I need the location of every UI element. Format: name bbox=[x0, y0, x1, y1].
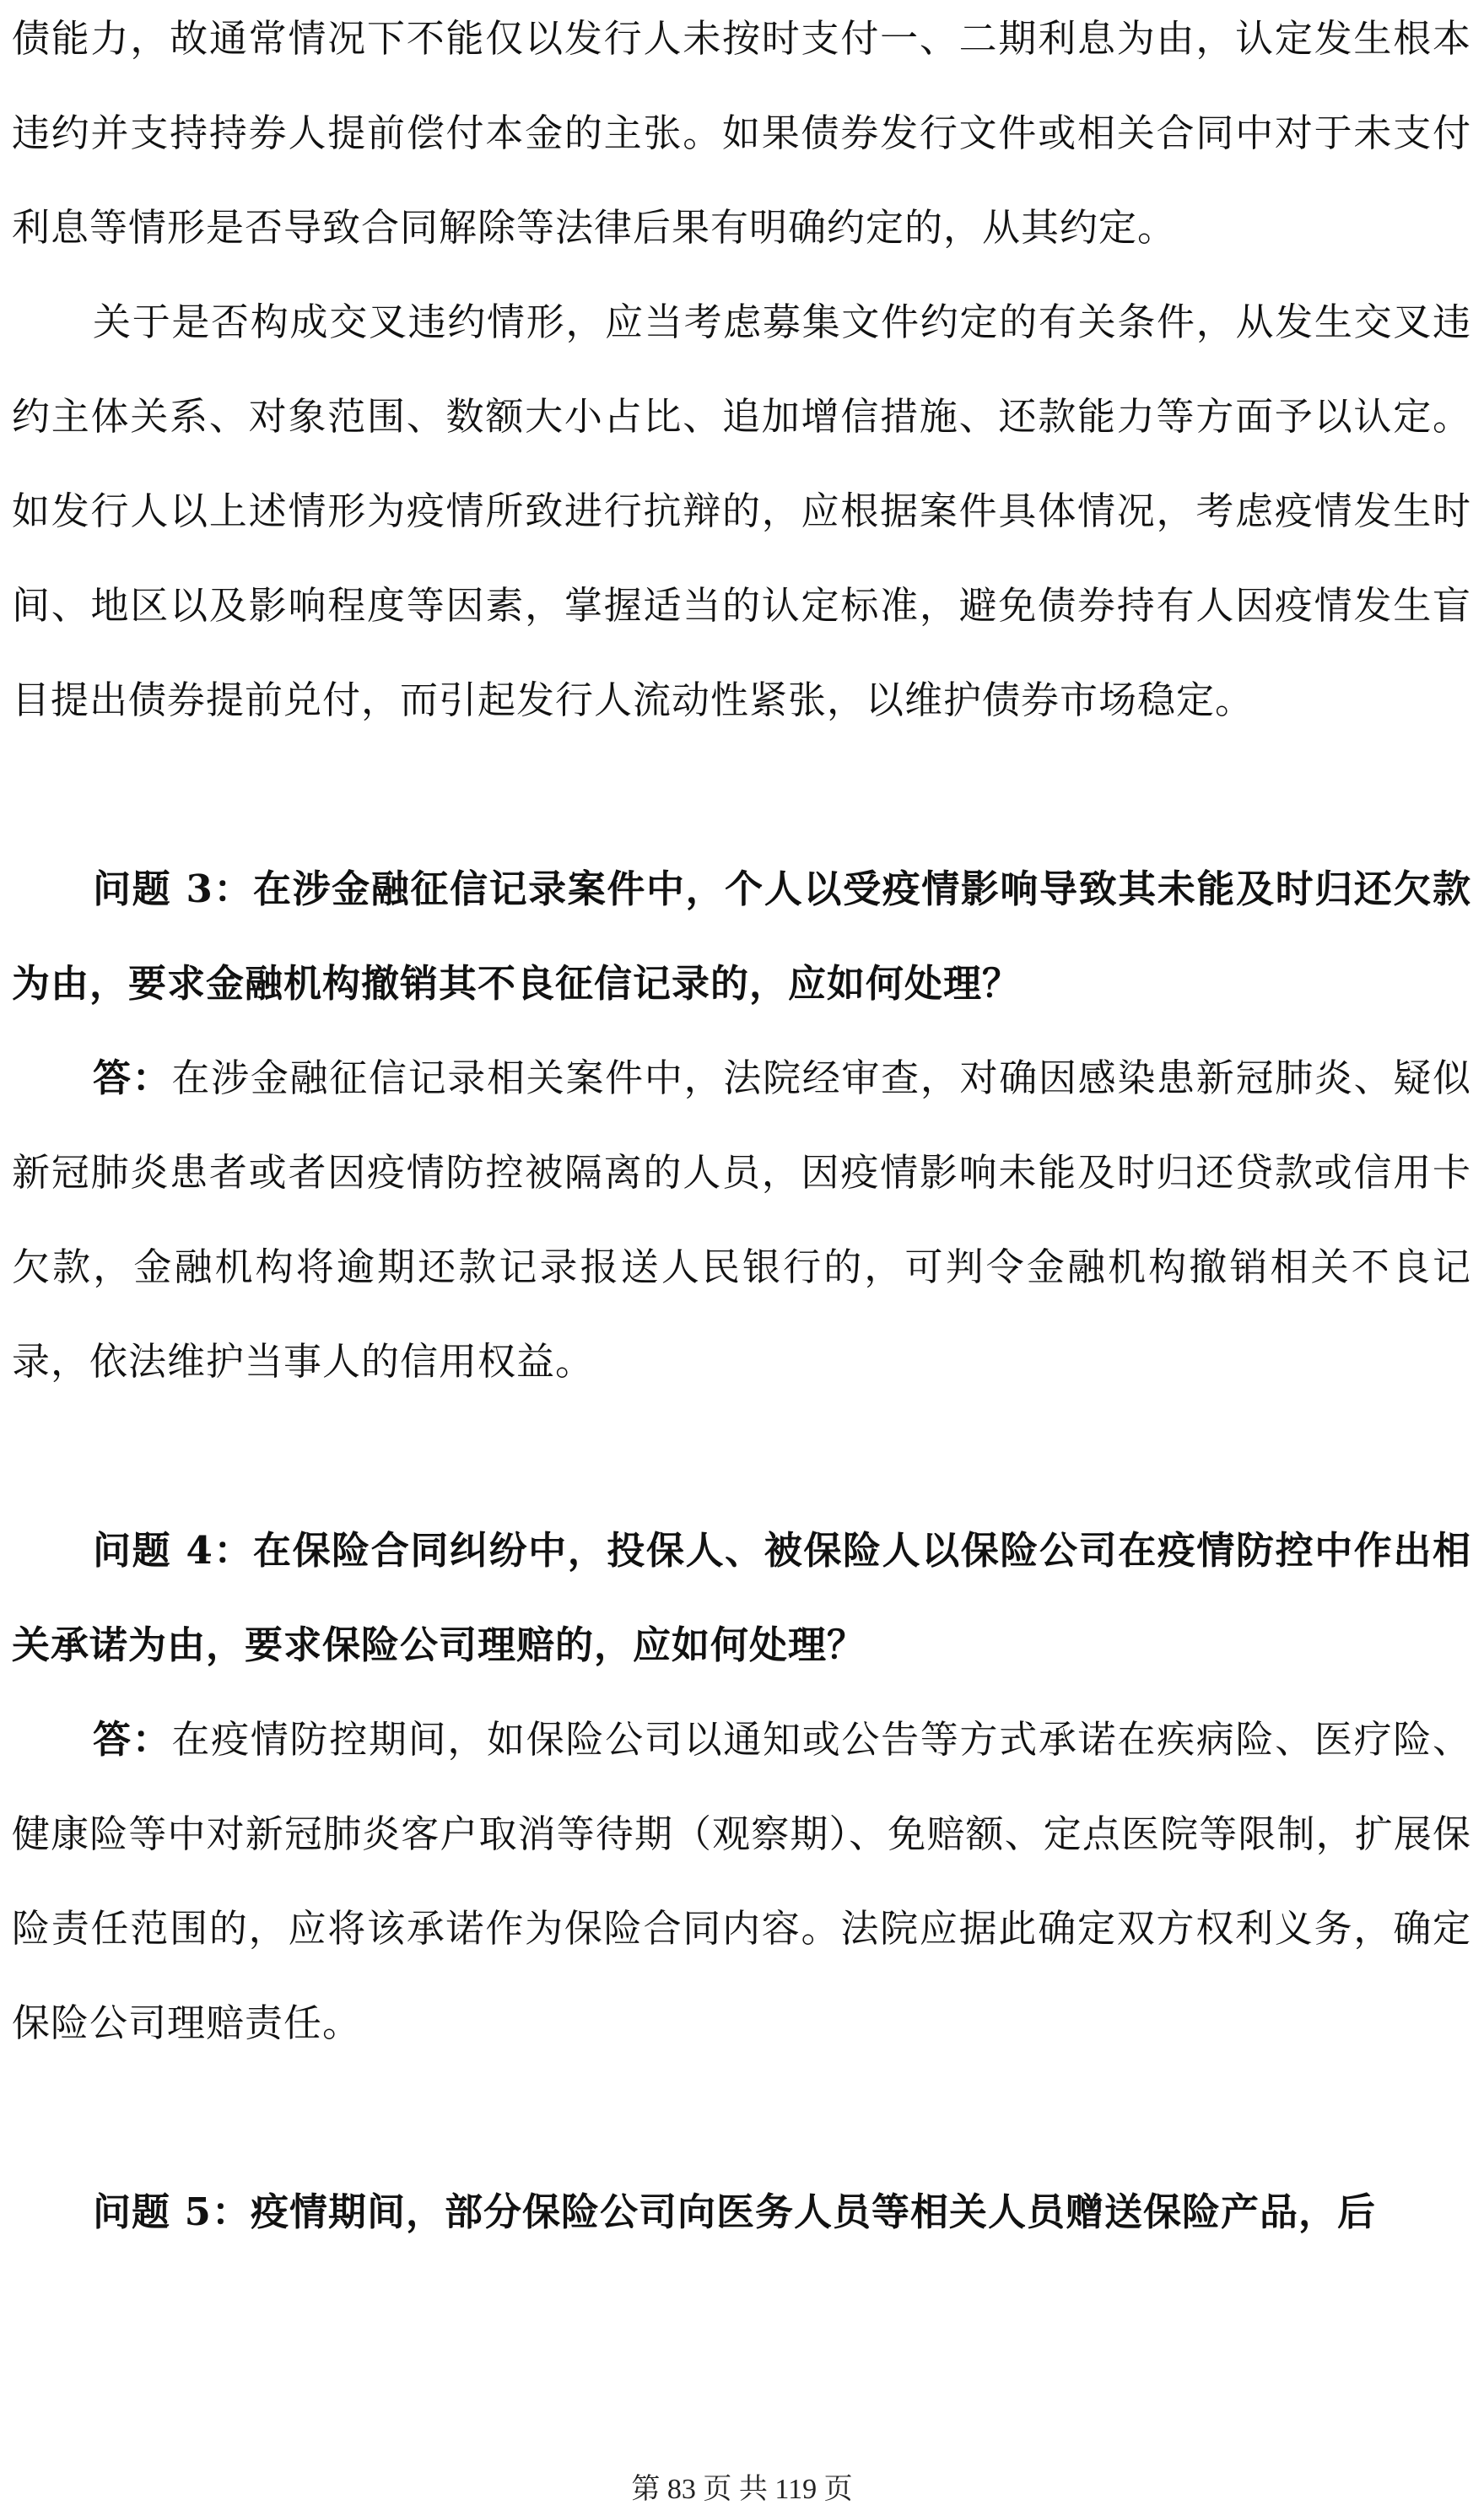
answer-4-paragraph bbox=[12, 1693, 1471, 2071]
paragraph-cross-default: 关于是否构成交叉违约情形，应当考虑募集文件约定的有关条件，从发生交叉违约主体关系、对象范围、数额大小占比、追加增信措施、还款能力等方面予以认定。如发行人以上述情形为疫情所致进行抗辩的，应根据案件具体情况，考虑疫情发生时间、地区以及影响程度等因素，掌握适当的认定标准，避免债券持有人因疫情发生盲目提出债券提前兑付，而引起发行人流动性紧张，以维护债券市场稳定。 bbox=[12, 300, 1471, 722]
answer-3-text: 在涉金融征信记录相关案件中，法院经审查，对确因感染患新冠肺炎、疑似新冠肺炎患者或者因疫情防控被隔离的人员，因疫情影响未能及时归还贷款或信用卡欠款，金融机构将逾期还款记录报送人民银行的，可判令金融机构撤销相关不良记录，依法维护当事人的信用权益。 bbox=[12, 1056, 1471, 1384]
answer-label: 答： bbox=[93, 1717, 172, 1762]
answer-label: 答： bbox=[93, 1056, 172, 1100]
page-number-footer: 第 83 页 共 119 页 bbox=[631, 2474, 853, 2505]
answer-4-text: 在疫情防控期间，如保险公司以通知或公告等方式承诺在疾病险、医疗险、健康险等中对新冠肺炎客户取消等待期（观察期）、免赔额、定点医院等限制，扩展保险责任范围的，应将该承诺作为保险合同内容。法院应据此确定双方权利义务，确定保险公司理赔责任。 bbox=[12, 1717, 1471, 2045]
paragraph-continuation: 债能力，故通常情况下不能仅以发行人未按时支付一、二期利息为由，认定发生根本违约并支持持券人提前偿付本金的主张。如果债券发行文件或相关合同中对于未支付利息等情形是否导致合同解除等法律后果有明确约定的，从其约定。 bbox=[12, 16, 1471, 250]
question-5-heading: 问题 5：疫情期间，部分保险公司向医务人员等相关人员赠送保险产品，后 bbox=[93, 2189, 1376, 2234]
question-3-heading: 问题 3：在涉金融征信记录案件中，个人以受疫情影响导致其未能及时归还欠款为由，要求金融机构撤销其不良征信记录的，应如何处理？ bbox=[12, 867, 1471, 1006]
answer-3-paragraph bbox=[12, 1031, 1471, 1409]
document-body bbox=[12, 0, 1471, 2260]
question-4-heading: 问题 4：在保险合同纠纷中，投保人、被保险人以保险公司在疫情防控中作出相关承诺为由，要求保险公司理赔的，应如何处理？ bbox=[12, 1528, 1471, 1667]
